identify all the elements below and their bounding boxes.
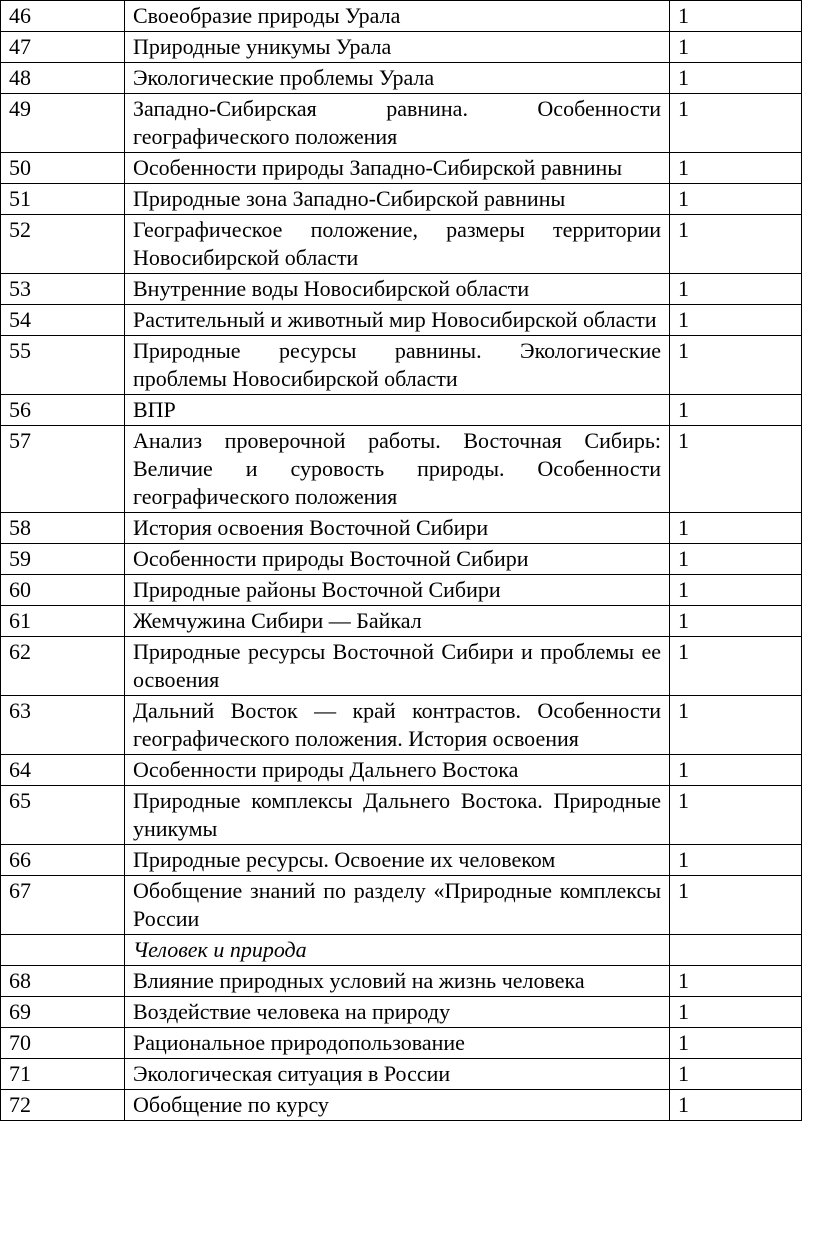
lesson-number-cell: 59 <box>1 544 125 575</box>
table-row <box>1 184 802 215</box>
lesson-topic-cell: Обобщение знаний по разделу «Природные комплексы России <box>125 876 670 935</box>
section-header-row <box>1 935 802 966</box>
lesson-number-cell: 63 <box>1 696 125 755</box>
lesson-topic-cell: Экологические проблемы Урала <box>125 63 670 94</box>
lesson-number-cell: 60 <box>1 575 125 606</box>
lesson-topic-cell: Природные зона Западно-Сибирской равнины <box>125 184 670 215</box>
lesson-number-cell: 65 <box>1 786 125 845</box>
table-row <box>1 876 802 935</box>
lesson-hours-cell: 1 <box>670 513 802 544</box>
lesson-hours-cell: 1 <box>670 153 802 184</box>
lesson-number-cell: 67 <box>1 876 125 935</box>
table-row <box>1 575 802 606</box>
table-row <box>1 845 802 876</box>
lesson-topic-cell: Растительный и животный мир Новосибирской области <box>125 305 670 336</box>
table-row <box>1 637 802 696</box>
lesson-hours-cell: 1 <box>670 544 802 575</box>
lesson-topic-cell: ВПР <box>125 395 670 426</box>
table-row <box>1 544 802 575</box>
table-row <box>1 305 802 336</box>
table-row <box>1 997 802 1028</box>
table-row <box>1 1090 802 1121</box>
lesson-hours-cell: 1 <box>670 997 802 1028</box>
lesson-hours-cell: 1 <box>670 876 802 935</box>
lesson-number-cell: 54 <box>1 305 125 336</box>
lesson-topic-cell: История освоения Восточной Сибири <box>125 513 670 544</box>
lesson-number-cell: 50 <box>1 153 125 184</box>
table-row <box>1 153 802 184</box>
lesson-hours-cell: 1 <box>670 215 802 274</box>
lesson-hours-cell: 1 <box>670 966 802 997</box>
lesson-number-cell: 58 <box>1 513 125 544</box>
table-row <box>1 1028 802 1059</box>
lesson-topic-cell: Рациональное природопользование <box>125 1028 670 1059</box>
lesson-number-cell: 55 <box>1 336 125 395</box>
table-row <box>1 395 802 426</box>
table-row <box>1 966 802 997</box>
lesson-hours-cell: 1 <box>670 274 802 305</box>
lesson-hours-cell: 1 <box>670 1 802 32</box>
lesson-hours-cell: 1 <box>670 845 802 876</box>
lesson-number-cell: 72 <box>1 1090 125 1121</box>
lesson-number-cell: 46 <box>1 1 125 32</box>
lesson-hours-cell: 1 <box>670 786 802 845</box>
table-row <box>1 94 802 153</box>
table-row <box>1 1 802 32</box>
lesson-hours-cell: 1 <box>670 1090 802 1121</box>
lesson-topic-cell: Западно-Сибирская равнина. Особенности географического положения <box>125 94 670 153</box>
lesson-number-cell: 52 <box>1 215 125 274</box>
lesson-hours-cell: 1 <box>670 606 802 637</box>
lesson-topic-cell: Особенности природы Дальнего Востока <box>125 755 670 786</box>
lesson-hours-cell: 1 <box>670 1028 802 1059</box>
lesson-number-cell: 64 <box>1 755 125 786</box>
lesson-topic-cell: Природные ресурсы. Освоение их человеком <box>125 845 670 876</box>
lesson-number-cell: 71 <box>1 1059 125 1090</box>
lesson-hours-cell: 1 <box>670 395 802 426</box>
lesson-topic-cell: Особенности природы Западно-Сибирской равнины <box>125 153 670 184</box>
table-row <box>1 215 802 274</box>
lesson-topic-cell: Природные уникумы Урала <box>125 32 670 63</box>
lesson-hours-cell: 1 <box>670 575 802 606</box>
lesson-number-cell: 51 <box>1 184 125 215</box>
lesson-topic-cell: Влияние природных условий на жизнь человека <box>125 966 670 997</box>
table-row <box>1 336 802 395</box>
lesson-number-cell: 47 <box>1 32 125 63</box>
lesson-number-cell: 49 <box>1 94 125 153</box>
lesson-hours-cell: 1 <box>670 637 802 696</box>
lesson-topic-cell: Обобщение по курсу <box>125 1090 670 1121</box>
lesson-number-cell <box>1 935 125 966</box>
table-row <box>1 32 802 63</box>
lesson-topic-cell: Воздействие человека на природу <box>125 997 670 1028</box>
lesson-topic-cell: Внутренние воды Новосибирской области <box>125 274 670 305</box>
lesson-topic-cell: Географическое положение, размеры территории Новосибирской области <box>125 215 670 274</box>
lesson-number-cell: 61 <box>1 606 125 637</box>
lesson-number-cell: 62 <box>1 637 125 696</box>
lesson-hours-cell: 1 <box>670 32 802 63</box>
lesson-topic-cell: Анализ проверочной работы. Восточная Сибирь: Величие и суровость природы. Особенности географического положения <box>125 426 670 513</box>
lesson-topic-cell: Дальний Восток — край контрастов. Особенности географического положения. История освоения <box>125 696 670 755</box>
lesson-plan-body <box>1 1 802 1121</box>
lesson-topic-cell: Природные ресурсы равнины. Экологические проблемы Новосибирской области <box>125 336 670 395</box>
lesson-hours-cell: 1 <box>670 305 802 336</box>
lesson-hours-cell: 1 <box>670 94 802 153</box>
lesson-hours-cell <box>670 935 802 966</box>
lesson-number-cell: 53 <box>1 274 125 305</box>
lesson-hours-cell: 1 <box>670 184 802 215</box>
lesson-topic-cell: Природные комплексы Дальнего Востока. Природные уникумы <box>125 786 670 845</box>
lesson-number-cell: 56 <box>1 395 125 426</box>
lesson-topic-cell: Особенности природы Восточной Сибири <box>125 544 670 575</box>
table-row <box>1 274 802 305</box>
table-row <box>1 1059 802 1090</box>
lesson-hours-cell: 1 <box>670 696 802 755</box>
lesson-hours-cell: 1 <box>670 426 802 513</box>
lesson-topic-cell: Экологическая ситуация в России <box>125 1059 670 1090</box>
table-row <box>1 513 802 544</box>
lesson-topic-cell: Природные ресурсы Восточной Сибири и проблемы ее освоения <box>125 637 670 696</box>
lesson-number-cell: 68 <box>1 966 125 997</box>
lesson-topic-cell: Жемчужина Сибири — Байкал <box>125 606 670 637</box>
table-row <box>1 426 802 513</box>
table-row <box>1 606 802 637</box>
lesson-hours-cell: 1 <box>670 755 802 786</box>
lesson-hours-cell: 1 <box>670 336 802 395</box>
lesson-hours-cell: 1 <box>670 63 802 94</box>
table-row <box>1 755 802 786</box>
table-row <box>1 786 802 845</box>
table-row <box>1 63 802 94</box>
lesson-number-cell: 57 <box>1 426 125 513</box>
lesson-number-cell: 69 <box>1 997 125 1028</box>
lesson-hours-cell: 1 <box>670 1059 802 1090</box>
lesson-number-cell: 48 <box>1 63 125 94</box>
lesson-number-cell: 66 <box>1 845 125 876</box>
lesson-topic-cell: Природные районы Восточной Сибири <box>125 575 670 606</box>
table-row <box>1 696 802 755</box>
lesson-topic-cell: Человек и природа <box>125 935 670 966</box>
lesson-number-cell: 70 <box>1 1028 125 1059</box>
lesson-topic-cell: Своеобразие природы Урала <box>125 1 670 32</box>
